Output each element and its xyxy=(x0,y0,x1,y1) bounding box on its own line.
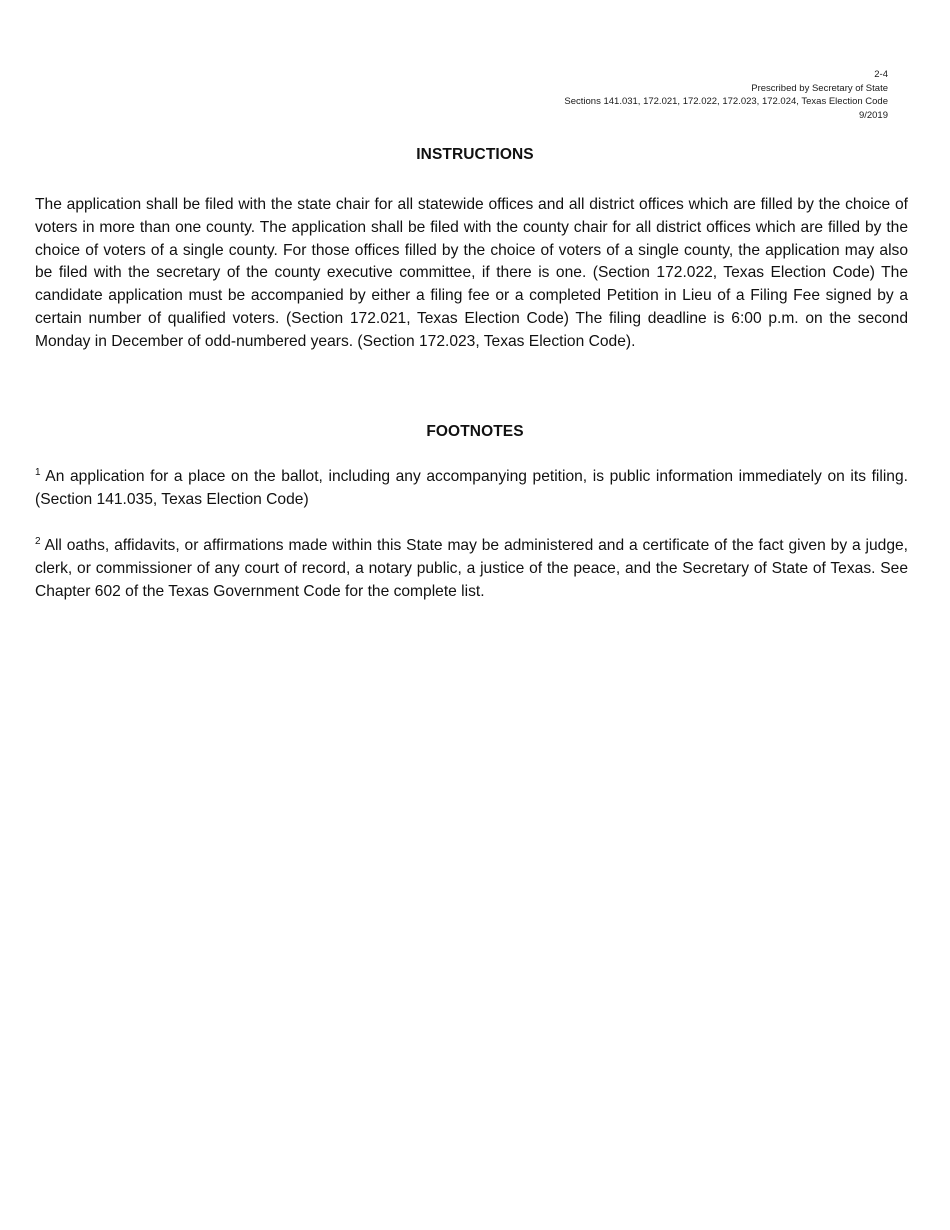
footnotes-heading: FOOTNOTES xyxy=(426,423,524,440)
footnote-text: An application for a place on the ballot, including any accompanying petition, is public information immediately on its filing. (Section 141.035, Texas Election Code) xyxy=(35,468,908,508)
instructions-heading: INSTRUCTIONS xyxy=(416,146,534,163)
statute-sections: Sections 141.031, 172.021, 172.022, 172.023, 172.024, Texas Election Code xyxy=(564,96,888,107)
instructions-paragraph: The application shall be filed with the state chair for all statewide offices and all district offices which are filled by the choice of voters in more than one county. The application shall be filed with the county chair for all district offices which are filled by the choice of voters of a single county. For those offices filled by the choice of voters of a single county, the application may also be filed with the secretary of the county executive committee, if there is one. (Section 172.022, Texas Election Code) The candidate application must be accompanied by either a filing fee or a completed Petition in Lieu of a Filing Fee signed by a certain number of qualified voters. (Section 172.021, Texas Election Code) The filing deadline is 6:00 p.m. on the second Monday in December of odd-numbered years. (Section 172.023, Texas Election Code). xyxy=(35,196,908,350)
form-number: 2-4 xyxy=(874,69,888,80)
footnote-marker: 2 xyxy=(35,535,41,547)
footnote-text: All oaths, affidavits, or affirmations made within this State may be administered and a certificate of the fact given by a judge, clerk, or commissioner of any court of record, a notary public, a justice of the peace, and the Secretary of State of Texas. See Chapter 602 of the Texas Government Code for the complete list. xyxy=(35,537,908,600)
revision-date: 9/2019 xyxy=(858,109,888,121)
footnote-2 xyxy=(35,535,908,603)
footnote-marker: 1 xyxy=(35,466,41,478)
footnote-1 xyxy=(35,466,908,512)
prescribed-by: Prescribed by Secretary of State xyxy=(751,82,888,94)
form-header xyxy=(564,68,888,122)
